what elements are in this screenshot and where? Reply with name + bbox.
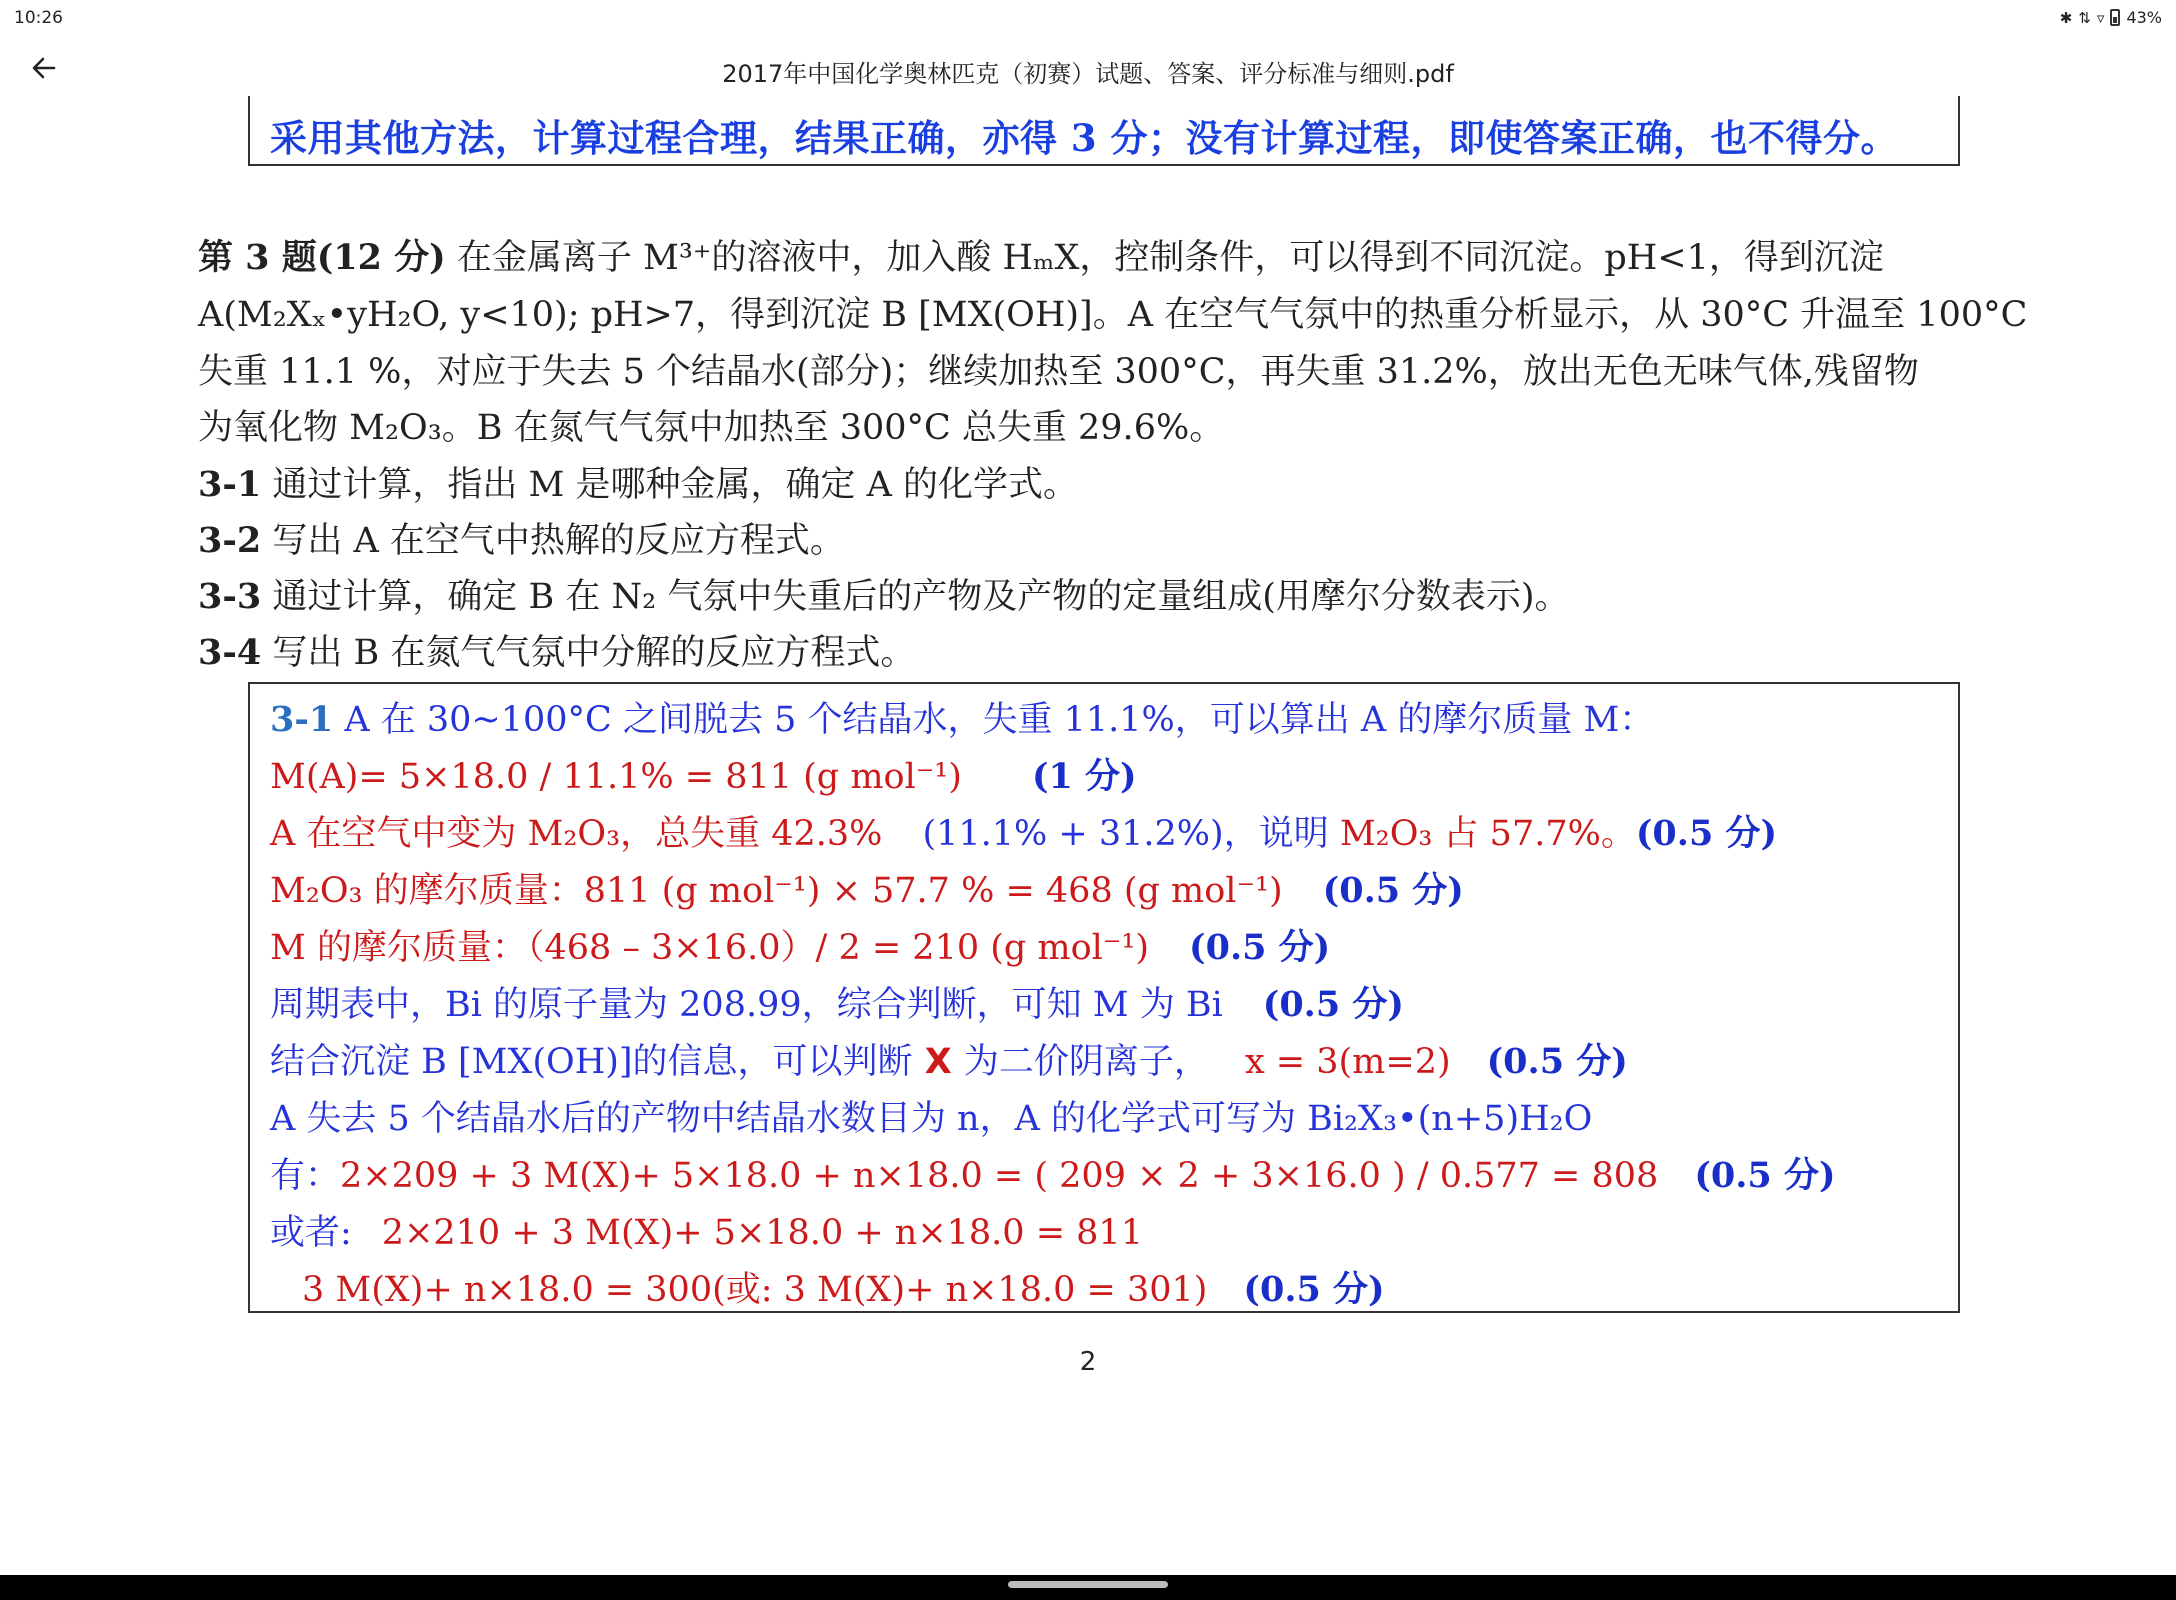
page-number: 2	[1079, 1347, 1097, 1377]
answer-line-5	[270, 920, 1330, 970]
question-heading: 第 3 题(12 分)	[198, 237, 446, 278]
answer-score: (0.5 分)	[1635, 813, 1778, 854]
answer-score: (0.5 分)	[1189, 927, 1331, 968]
answer-tail: M₂O₃ 占 57.7%。	[1328, 814, 1636, 854]
answer-line-2	[270, 749, 1137, 799]
subquestion-text: 通过计算，指出 M 是哪种金属，确定 A 的化学式。	[261, 465, 1078, 505]
answer-line-3	[270, 806, 1777, 856]
subquestion-3-2	[198, 513, 845, 563]
title-bar	[0, 40, 2176, 100]
answer-red: x = 3(m=2)	[1244, 1042, 1451, 1082]
answer-text: M(A)= 5×18.0 / 11.1% = 811 (g mol⁻¹)	[270, 757, 962, 797]
status-bar	[0, 0, 2176, 40]
answer-text: A 在空气中变为 M₂O₃，总失重 42.3%	[270, 814, 883, 854]
answer-line-6	[270, 977, 1404, 1027]
answer-text: 周期表中，Bi 的原子量为 208.99，综合判断，可知 M 为 Bi	[270, 985, 1223, 1025]
subquestion-text: 通过计算，确定 B 在 N₂ 气氛中失重后的产物及产物的定量组成(用摩尔分数表示)。	[261, 577, 1570, 617]
data-arrows-icon: ⇅	[2078, 8, 2091, 27]
answer-box	[248, 682, 1960, 1313]
battery-level: 43%	[2126, 8, 2162, 27]
answer-lead: 或者:	[270, 1213, 352, 1253]
status-time: 10:26	[14, 8, 63, 28]
answer-line-8: A 失去 5 个结晶水后的产物中结晶水数目为 n，A 的化学式可写为 Bi₂X₃•(n+5)H₂O	[270, 1099, 1593, 1139]
answer-text: 结合沉淀 B [MX(OH)]的信息，可以判断	[270, 1042, 913, 1082]
answer-text: 3 M(X)+ n×18.0 = 300(或: 3 M(X)+ n×18.0 = 301)	[302, 1270, 1208, 1310]
subquestion-number: 3-4	[198, 632, 262, 673]
answer-label: 3-1	[270, 699, 334, 740]
answer-text: 2×209 + 3 M(X)+ 5×18.0 + n×18.0 = ( 209 × 2 + 3×16.0 ) / 0.577 = 808	[340, 1156, 1659, 1196]
navigation-bar	[0, 1575, 2176, 1600]
battery-icon	[2110, 9, 2120, 26]
answer-line-4	[270, 863, 1464, 913]
subquestion-3-3	[198, 569, 1570, 619]
answer-score: (0.5 分)	[1322, 870, 1464, 911]
document-title: 2017年中国化学奥林匹克（初赛）试题、答案、评分标准与细则.pdf	[722, 60, 1454, 88]
question-line-3: 失重 11.1 %，对应于失去 5 个结晶水(部分)；继续加热至 300°C，再失重 31.2%，放出无色无味气体,残留物	[198, 352, 1919, 392]
answer-text: A 在 30~100°C 之间脱去 5 个结晶水，失重 11.1%，可以算出 A 的摩尔质量 M：	[333, 700, 1655, 740]
answer-line-7	[270, 1034, 1628, 1084]
answer-text: 2×210 + 3 M(X)+ 5×18.0 + n×18.0 = 811	[381, 1213, 1143, 1253]
wifi-icon: ▿	[2096, 8, 2105, 27]
answer-middle: 为二价阴离子，	[963, 1042, 1209, 1082]
answer-lead: 有：	[270, 1156, 341, 1196]
subquestion-3-4	[198, 625, 915, 675]
home-handle[interactable]	[1008, 1581, 1168, 1588]
bluetooth-icon: ✱	[2059, 8, 2073, 27]
answer-middle: (11.1% + 31.2%)，说明	[922, 814, 1329, 854]
subquestion-number: 3-3	[198, 576, 262, 617]
answer-line-1	[270, 692, 1654, 742]
question-intro: 在金属离子 M³⁺的溶液中，加入酸 HₘX，控制条件，可以得到不同沉淀。pH<1，得到沉淀	[445, 238, 1884, 278]
answer-x: X	[912, 1042, 964, 1082]
scoring-note: 采用其他方法，计算过程合理，结果正确，亦得 3 分；没有计算过程，即使答案正确，也不得分。	[270, 116, 1899, 160]
subquestion-text: 写出 A 在空气中热解的反应方程式。	[261, 521, 845, 561]
pdf-page	[0, 100, 2176, 1580]
question-line-1	[198, 230, 1884, 280]
answer-score: (1 分)	[1031, 756, 1137, 797]
question-line-2: A(M₂Xₓ•yH₂O, y<10); pH>7，得到沉淀 B [MX(OH)]。A 在空气气氛中的热重分析显示，从 30°C 升温至 100°C	[198, 295, 2028, 335]
answer-score: (0.5 分)	[1262, 984, 1404, 1025]
answer-line-9	[270, 1148, 1836, 1198]
answer-text: M 的摩尔质量：（468 – 3×16.0）/ 2 = 210 (g mol⁻¹)	[270, 928, 1150, 968]
answer-line-11	[302, 1262, 1385, 1312]
answer-text: M₂O₃ 的摩尔质量：811 (g mol⁻¹) × 57.7 % = 468 (g mol⁻¹)	[270, 871, 1283, 911]
question-line-4: 为氧化物 M₂O₃。B 在氮气气氛中加热至 300°C 总失重 29.6%。	[198, 408, 1225, 448]
scoring-note-box	[248, 96, 1960, 166]
subquestion-number: 3-2	[198, 520, 262, 561]
subquestion-3-1	[198, 457, 1078, 507]
answer-score: (0.5 分)	[1243, 1269, 1385, 1310]
answer-line-10	[270, 1205, 1143, 1255]
status-icons	[2060, 8, 2162, 27]
subquestion-text: 写出 B 在氮气气氛中分解的反应方程式。	[261, 633, 916, 673]
subquestion-number: 3-1	[198, 464, 262, 505]
answer-score: (0.5 分)	[1486, 1041, 1628, 1082]
answer-score: (0.5 分)	[1694, 1155, 1836, 1196]
